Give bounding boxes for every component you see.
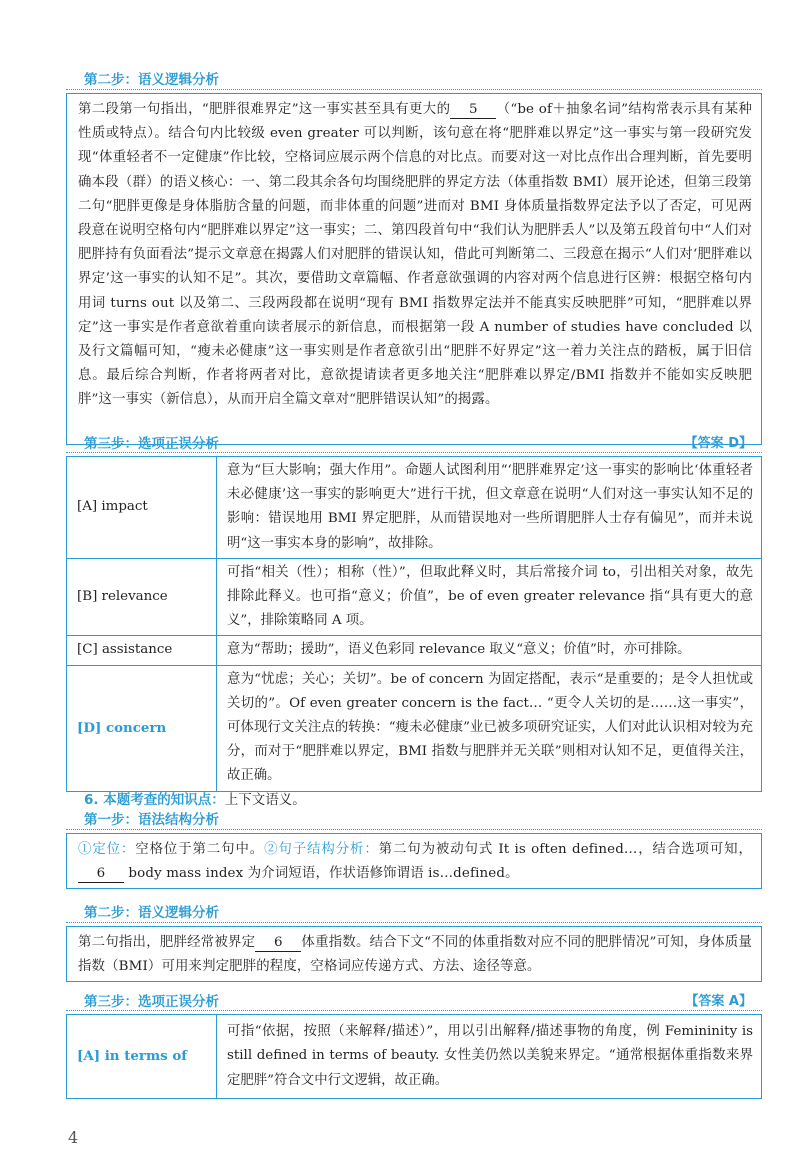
option-label: [C] assistance: [67, 636, 217, 665]
page-number: 4: [68, 1128, 79, 1147]
s5-step3-heading: 第三步：选项正误分析: [84, 436, 219, 452]
s6-step2-box: [66, 926, 762, 982]
s6-step1-box: [66, 833, 762, 889]
option-row: [67, 636, 762, 665]
s6-step1-text: 空格位于第二句中。: [135, 842, 265, 857]
answer-blank: 5: [450, 101, 496, 119]
option-label-correct: [A] in terms of: [67, 1015, 217, 1099]
option-description: 可指“依据，按照（来解释/描述）”，用以引出解释/描述事物的角度，例 Femininity is still defined in terms of beauty. 女性美仍然以美貌来界定。“通常根据体重指数来界定肥胖”符合文中行文逻辑，故正确。: [217, 1015, 762, 1099]
option-row: [67, 558, 762, 636]
question-number-label: 6. 本题考查的知识点：: [84, 792, 225, 808]
locate-label: ①定位：: [78, 842, 136, 857]
answer-blank: 6: [78, 865, 124, 883]
s5-options-table: [66, 456, 762, 792]
s6-step2-heading: 第二步：语义逻辑分析: [84, 905, 219, 921]
structure-label: ②句子结构分析：: [264, 842, 379, 857]
divider: [66, 89, 762, 90]
s6-step3-heading: 第三步：选项正误分析: [84, 994, 219, 1010]
s5-step2-text: 第二段第一句指出，“肥胖很难界定”这一事实甚至具有更大的: [78, 102, 451, 117]
s5-answer-tag: 【答案 D】: [684, 436, 752, 451]
option-label-correct: [D] concern: [67, 665, 217, 791]
s6-step1-text: body mass index 为介词短语，作状语修饰谓语 is…defined。: [128, 866, 519, 882]
s6-options-table: [66, 1014, 762, 1099]
divider: [66, 922, 762, 923]
s6-step1-text: 第二句为被动句式 It is often defined…，结合选项可知，: [378, 842, 752, 857]
divider: [66, 452, 762, 453]
s6-step1-heading: 第一步：语法结构分析: [84, 812, 219, 828]
s6-step2-text: 第二句指出，肥胖经常被界定: [78, 935, 256, 950]
s6-step2-text: 体重指数。结合下文“不同的体重指数对应不同的肥胖情况”可知，身体质量指数（BMI）可用来判定肥胖的程度，空格词应传递方式、方法、途径等意。: [78, 935, 752, 975]
option-description: 意为“巨大影响；强大作用”。命题人试图利用“‘肥胖难界定’这一事实的影响比‘体重轻者未必健康’这一事实的影响更大”进行干扰，但文章意在说明“人们对这一事实认知不足的影响：错误地用 BMI 界定肥胖，从而错误地对一些所谓肥胖人士存有偏见”，而并未说明“这一事实本身的影响”，故排除。: [217, 457, 762, 559]
divider: [66, 829, 762, 830]
question-knowledge-point: 上下文语义。: [224, 792, 306, 808]
option-label: [A] impact: [67, 457, 217, 559]
s6-answer-tag: 【答案 A】: [685, 994, 752, 1009]
s5-step2-heading: 第二步：语义逻辑分析: [84, 72, 219, 88]
option-row: [67, 457, 762, 559]
option-description: 意为“忧虑；关心；关切”。be of concern 为固定搭配，表示“是重要的；是令人担忧或关切的”。Of even greater concern is the fact… “更令人关切的是……这一事实”，可体现行文关注点的转换：“瘦未必健康”业已被多项研究证实，人们对此认识相对较为充分，而对于“肥胖难以界定，BMI 指数与肥胖并无关联”则相对认知不足，更值得关注，故正确。: [217, 665, 762, 791]
option-row: [67, 665, 762, 791]
option-row: [67, 1015, 762, 1099]
answer-blank: 6: [255, 934, 301, 952]
option-description: 可指“相关（性）；相称（性）”，但取此释义时，其后常接介词 to，引出相关对象，故先排除此释义。也可指“意义；价值”，be of even greater relevance 指“具有更大的意义”，排除策略同 A 项。: [217, 558, 762, 636]
divider: [66, 1010, 762, 1011]
s5-step2-text: （“be of＋抽象名词”结构常表示具有某种性质或特点）。结合句内比较级 even greater 可以判断，该句意在将“肥胖难以界定”这一事实与第一段研究发现“体重轻者不一定健康”作比较，空格词应展示两个信息的对比点。而要对这一对比点作出合理判断，首先要明确本段（群）的语义核心：一、第二段其余各句均围绕肥胖的界定方法（体重指数 BMI）展开论述，但第三段第二句“肥胖更像是身体脂肪含量的问题，而非体重的问题”进而对 BMI 身体质量指数界定法予以了否定，可见两段意在说明空格句内“肥胖难以界定”这一事实；二、第四段首句中“我们认为肥胖丢人”以及第五段首句中“人们对肥胖持有负面看法”提示文章意在揭露人们对肥胖的错误认知，借此可判断第二、三段意在揭示“人们对‘肥胖难以界定’这一事实的认知不足”。其次，要借助文章篇幅、作者意欲强调的内容对两个信息进行区辨：根据空格句内用词 turns out 以及第二、三段两段都在说明“现有 BMI 指数界定法并不能真实反映肥胖”可知，“肥胖难以界定”这一事实是作者意欲着重向读者展示的新信息，而根据第一段 A number of studies have concluded 以及行文篇幅可知，“瘦未必健康”这一事实则是作者意欲引出“肥胖不好界定”这一着力关注点的踏板，属于旧信息。最后综合判断，作者将两者对比，意欲提请读者更多地关注“肥胖难以界定/BMI 指数并不能如实反映肥胖”这一事实（新信息），从而开启全篇文章对“肥胖错误认知”的揭露。: [78, 102, 753, 408]
s5-step2-box: [66, 93, 762, 445]
option-description: 意为“帮助；援助”，语义色彩同 relevance 取义“意义；价值”时，亦可排除。: [217, 636, 762, 665]
option-label: [B] relevance: [67, 558, 217, 636]
question-title: [84, 788, 306, 808]
